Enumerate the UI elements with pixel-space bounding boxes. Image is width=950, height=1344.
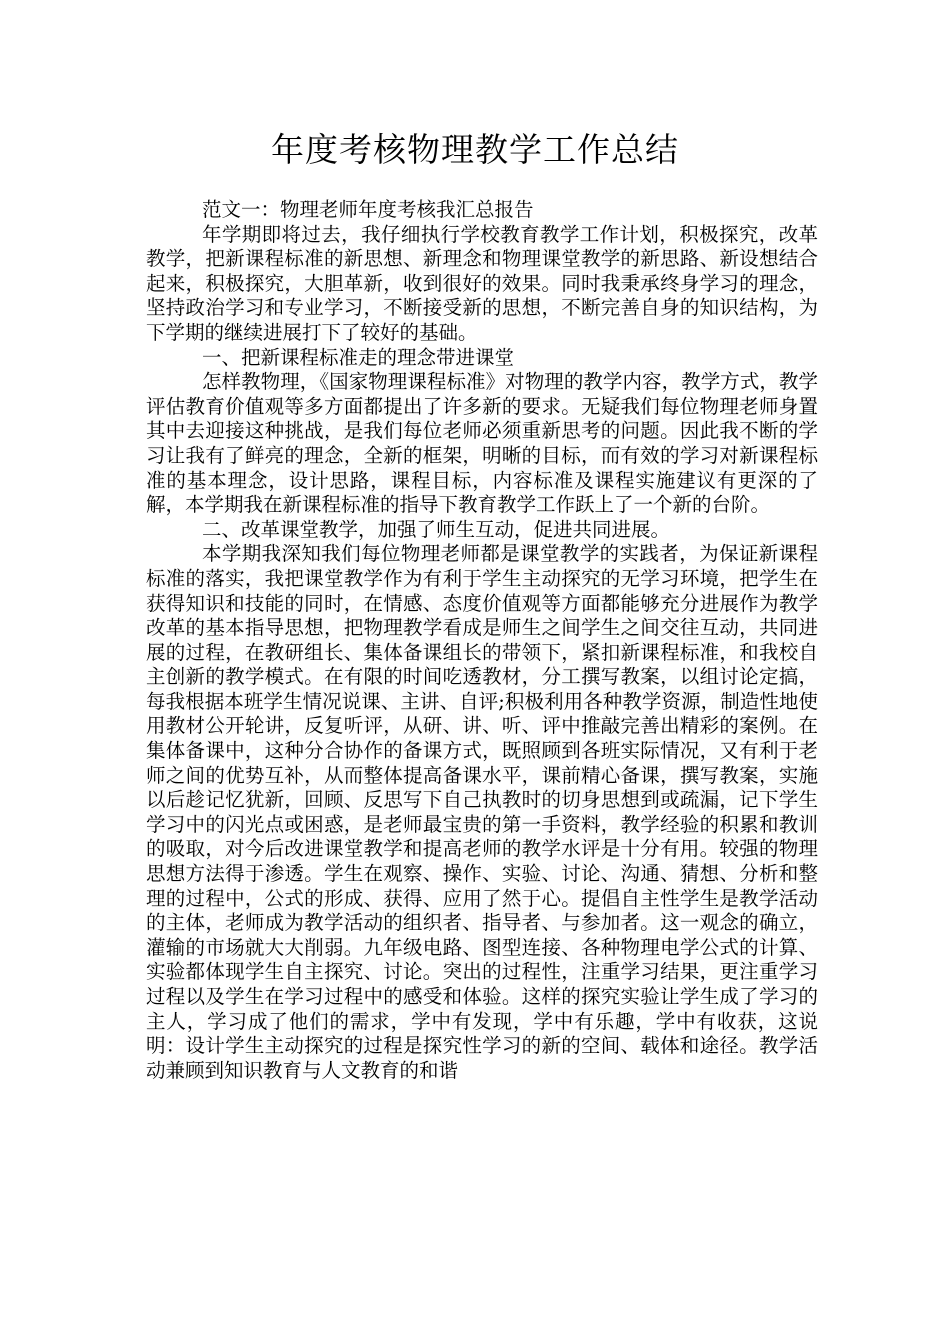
document-title: 年度考核物理教学工作总结 xyxy=(271,130,679,169)
paragraph-section-1: 怎样教物理，《国家物理课程标准》对物理的教学内容，教学方式，教学评估教育价值观等多方面都提出了许多新的要求。无疑我们每位物理老师身置其中去迎接这种挑战，是我们每位老师必须重新思考的问题。因此我不断的学习让我有了鲜亮的理念，全新的框架，明晰的目标，而有效的学习对新课程标准的基本理念，设计思路，课程目标，内容标准及课程实施建议有更深的了解，本学期我在新课程标准的指导下教育教学工作跃上了一个新的台阶。 xyxy=(146,370,818,517)
paragraph-section-2: 本学期我深知我们每位物理老师都是课堂教学的实践者，为保证新课程标准的落实，我把课堂教学作为有利于学生主动探究的无学习环境，把学生在获得知识和技能的同时，在情感、态度价值观等方面都能够充分进展作为教学改革的基本指导思想，把物理教学看成是师生之间学生之间交往互动，共同进展的过程，在教研组长、集体备课组长的带领下，紧扣新课程标准，和我校自主创新的教学模式。在有限的时间吃透教材，分工撰写教案，以组讨论定搞，每我根据本班学生情况说课、主讲、自评;积极利用各种教学资源，制造性地使用教材公开轮讲，反复听评，从研、讲、听、评中推敲完善出精彩的案例。在集体备课中，这种分合协作的备课方式，既照顾到各班实际情况，又有利于老师之间的优势互补，从而整体提高备课水平，课前精心备课，撰写教案，实施以后趁记忆犹新，回顾、反思写下自己执教时的切身思想到或疏漏，记下学生学习中的闪光点或困惑，是老师最宝贵的第一手资料，教学经验的积累和教训的吸取，对今后改进课堂教学和提高老师的教学水评是十分有用。较强的物理思想方法得于渗透。学生在观察、操作、实验、讨论、沟通、猜想、分析和整理的过程中，公式的形成、获得、应用了然于心。提倡自主性学生是教学活动的主体，老师成为教学活动的组织者、指导者、与参加者。这一观念的确立，灌输的市场就大大削弱。九年级电路、图型连接、各种物理电学公式的计算、实验都体现学生自主探究、讨论。突出的过程性，注重学习结果，更注重学习过程以及学生在学习过程中的感受和体验。这样的探究实验让学生成了学习的主人，学习成了他们的需求，学中有发现，学中有乐趣，学中有收获，这说明：设计学生主动探究的过程是探究性学习的新的空间、载体和途径。教学活动兼顾到知识教育与人文教育的和谐 xyxy=(146,542,818,1082)
paragraph-intro: 年学期即将过去，我仔细执行学校教育教学工作计划，积极探究，改革教学，把新课程标准的新思想、新理念和物理课堂教学的新思路、新设想结合起来，积极探究，大胆革新，收到很好的效果。同时我秉承终身学习的理念，坚持政治学习和专业学习，不断接受新的思想，不断完善自身的知识结构，为下学期的继续进展打下了较好的基础。 xyxy=(146,222,818,344)
section-heading-1: 一、把新课程标准走的理念带进课堂 xyxy=(202,345,515,369)
document-body xyxy=(146,198,818,1083)
section-heading-2: 二、改革课堂教学，加强了师生互动，促进共同进展。 xyxy=(202,517,671,541)
paragraph-subtitle: 范文一：物理老师年度考核我汇总报告 xyxy=(202,198,534,221)
